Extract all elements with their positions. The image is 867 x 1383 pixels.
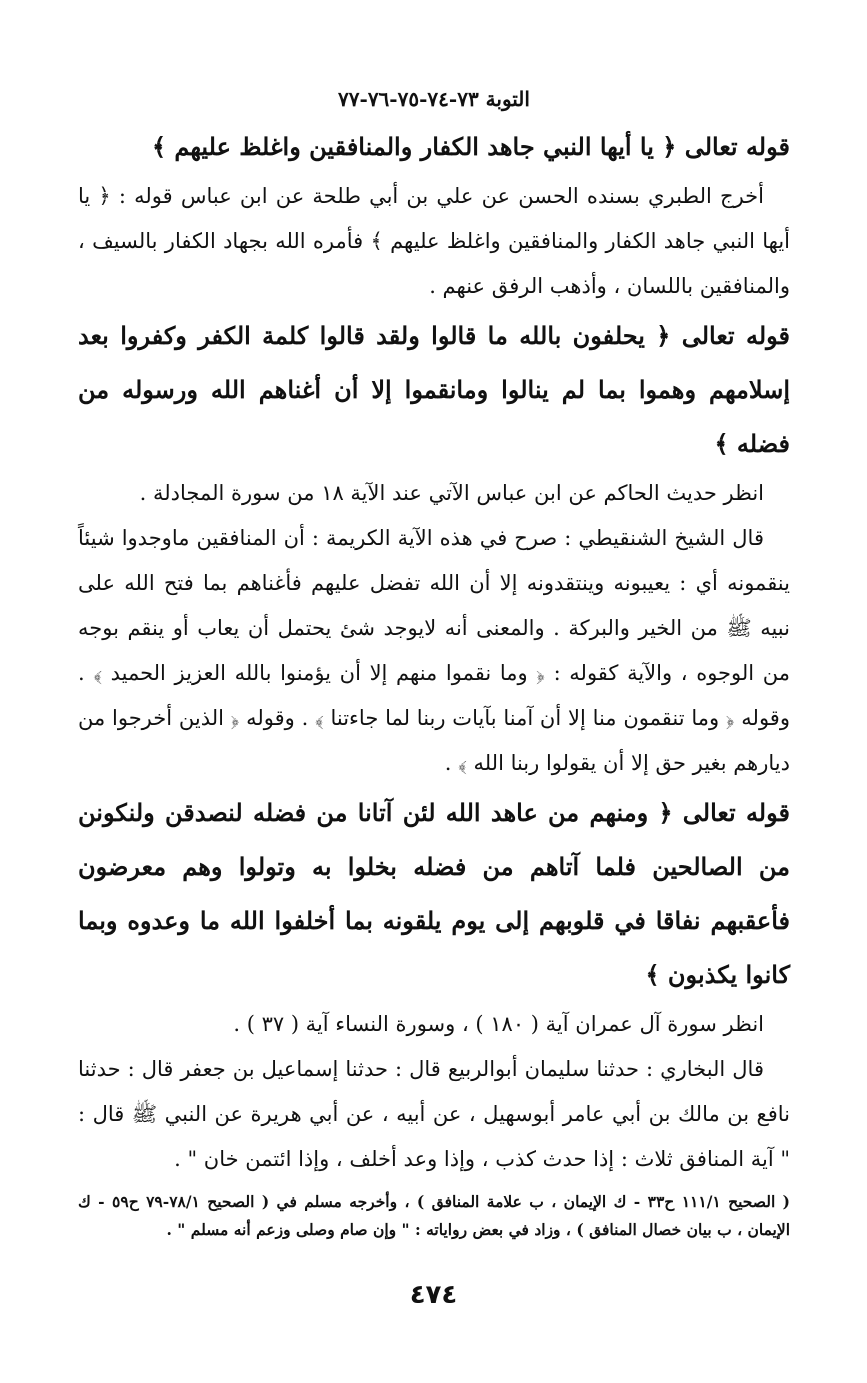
page-number: ٤٧٤ (409, 1280, 458, 1310)
hadith-paragraph: قال البخاري : حدثنا سليمان أبوالربيع قال : حدثنا إسماعيل بن جعفر قال : حدثنا نافع بن مالك بن أبي عامر أبوسهيل ، عن أبيه ، عن أبي هريرة عن النبي ﷺ قال : " آية المنافق ثلاث : إذا حدث كذب ، وإذا وعد أخلف ، وإذا ائتمن خان " . (78, 1057, 790, 1171)
commentary-paragraph-4: انظر سورة آل عمران آية ( ١٨٠ ) ، وسورة النساء آية ( ٣٧ ) . (233, 1012, 764, 1036)
page-body (78, 84, 790, 1244)
verse-heading-2: قوله تعالى ﴿ يحلفون بالله ما قالوا ولقد قالوا كلمة الكفر وكفروا بعد إسلامهم وهموا بما لم ينالوا ومانقموا إلا أن أغناهم الله ورسوله من فضله ﴾ (78, 321, 790, 458)
running-header: التوبة ٧٣-٧٤-٧٥-٧٦-٧٧ (338, 87, 530, 111)
commentary-paragraph-2: انظر حديث الحاكم عن ابن عباس الآتي عند الآية ١٨ من سورة المجادلة . (139, 481, 764, 505)
hadith-reference-footnote: ( الصحيح ١١١/١ ح٣٣ - ك الإيمان ، ب علامة المنافق ) ، وأخرجه مسلم في ( الصحيح ٧٨/١-٧٩ ح٥٩ - ك الإيمان ، ب بيان خصال المنافق ) ، وزاد في بعض رواياته : " وإن صام وصلى وزعم أنه مسلم " . (78, 1192, 790, 1239)
commentary-paragraph-3: قال الشيخ الشنقيطي : صرح في هذه الآية الكريمة : أن المنافقين ماوجدوا شيئاً ينقمونه أي : يعيبونه وينتقدونه إلا أن الله تفضل عليهم فأغناهم بما فتح الله على نبيه ﷺ من الخير والبركة . والمعنى أنه لايوجد شئ يحتمل أن يعاب أو ينقم بوجه من الوجوه ، والآية كقوله : ﴿ وما نقموا منهم إلا أن يؤمنوا بالله العزيز الحميد ﴾ . وقوله ﴿ وما تنقمون منا إلا أن آمنا بآيات ربنا لما جاءتنا ﴾ . وقوله ﴿ الذين أخرجوا من ديارهم بغير حق إلا أن يقولوا ربنا الله ﴾ . (78, 526, 790, 775)
commentary-paragraph-1: أخرج الطبري بسنده الحسن عن علي بن أبي طلحة عن ابن عباس قوله : ﴿ يا أيها النبي جاهد الكفار والمنافقين واغلظ عليهم ﴾ فأمره الله بجهاد الكفار بالسيف ، والمنافقين باللسان ، وأذهب الرفق عنهم . (78, 184, 790, 298)
verse-heading-3: قوله تعالى ﴿ ومنهم من عاهد الله لئن آتانا من فضله لنصدقن ولنكونن من الصالحين فلما آتاهم من فضله بخلوا به وتولوا وهم معرضون فأعقبهم نفاقا في قلوبهم إلى يوم يلقونه بما أخلفوا الله ما وعدوه وبما كانوا يكذبون ﴾ (78, 798, 790, 989)
verse-heading-1: قوله تعالى ﴿ يا أيها النبي جاهد الكفار والمنافقين واغلظ عليهم ﴾ (151, 132, 790, 161)
